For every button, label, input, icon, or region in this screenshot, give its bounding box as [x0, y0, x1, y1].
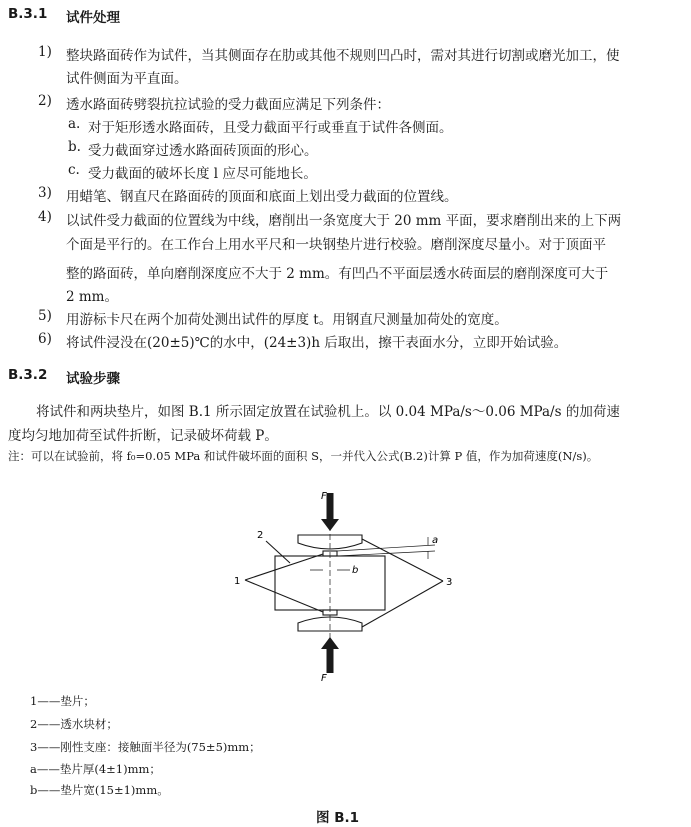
item-3-line-1: 用蜡笔、钢直尺在路面砖的顶面和底面上划出受力截面的位置线。	[66, 189, 458, 205]
item-6-line-1: 将试件浸没在(20±5)℃的水中，(24±3)h 后取出，擦干表面水分，立即开始试验。	[66, 335, 568, 351]
subitem-b-text: 受力截面穿过透水路面砖顶面的形心。	[88, 143, 318, 159]
label-f-bottom: F	[321, 673, 327, 684]
section-b32-number: B.3.2	[8, 367, 48, 383]
label-3: 3	[446, 577, 453, 588]
section-b32-para-line-1: 将试件和两块垫片，如图 B.1 所示固定放置在试验机上。以 0.04 MPa/s～0.06 MPa/s 的加荷速	[36, 404, 620, 420]
subitem-b-label: b.	[68, 139, 81, 155]
label-a: a	[432, 535, 439, 546]
item-4-line-4: 2 mm。	[66, 289, 118, 305]
label-2: 2	[257, 530, 264, 541]
figure-b1-diagram	[200, 485, 480, 685]
item-6-number: 6)	[38, 331, 52, 347]
legend-1: 1——垫片；	[30, 694, 95, 708]
figure-b1-svg	[200, 485, 480, 685]
subitem-a-text: 对于矩形透水路面砖，且受力截面平行或垂直于试件各侧面。	[88, 120, 453, 136]
section-b31-number: B.3.1	[8, 6, 48, 22]
legend-2: 2——透水块材；	[30, 717, 118, 731]
section-b32-title: 试验步骤	[66, 371, 120, 387]
leader-3-bottom	[362, 581, 443, 627]
legend-a: a——垫片厚(4±1)mm；	[30, 762, 161, 776]
item-4-line-3: 整的路面砖，单向磨削深度应不大于 2 mm。有凹凸不平面层透水砖面层的磨削深度可大于	[66, 266, 609, 282]
item-1-line-1: 整块路面砖作为试件，当其侧面存在肋或其他不规则凹凸时，需对其进行切割或磨光加工，使	[66, 48, 620, 64]
subitem-c-text: 受力截面的破坏长度 l 应尽可能地长。	[88, 166, 317, 182]
item-5-line-1: 用游标卡尺在两个加荷处测出试件的厚度 t。用钢直尺测量加荷处的宽度。	[66, 312, 508, 328]
legend-b: b——垫片宽(15±1)mm。	[30, 783, 169, 797]
item-4-number: 4)	[38, 209, 52, 225]
section-b32-note: 注：可以在试验前，将 f₀=0.05 MPa 和试件破坏面的面积 S，一并代入公式(B.2)计算 P 值，作为加荷速度(N/s)。	[8, 449, 599, 463]
item-4-line-1: 以试件受力截面的位置线为中线，磨削出一条宽度大于 20 mm 平面，要求磨削出来的上下两	[66, 213, 622, 229]
label-1: 1	[234, 576, 241, 587]
leader-2	[266, 541, 290, 563]
label-b: b	[352, 565, 359, 576]
item-4-line-2: 个面是平行的。在工作台上用水平尺和一块钢垫片进行校验。磨削深度尽量小。对于顶面平	[66, 237, 606, 253]
legend-3: 3——刚性支座：接触面半径为(75±5)mm；	[30, 740, 261, 754]
figure-caption: 图 B.1	[316, 810, 360, 826]
subitem-c-label: c.	[68, 162, 80, 178]
item-2-line-1: 透水路面砖劈裂抗拉试验的受力截面应满足下列条件：	[66, 97, 390, 113]
item-2-number: 2)	[38, 93, 52, 109]
section-b32-para-line-2: 度均匀地加荷至试件折断，记录破坏荷载 P。	[8, 428, 278, 444]
item-3-number: 3)	[38, 185, 52, 201]
item-5-number: 5)	[38, 308, 52, 324]
leader-1-bottom	[245, 580, 323, 612]
label-f-top: F	[321, 491, 327, 502]
item-1-number: 1)	[38, 44, 52, 60]
section-b31-title: 试件处理	[66, 10, 120, 26]
item-1-line-2: 试件侧面为平直面。	[66, 71, 188, 87]
subitem-a-label: a.	[68, 116, 81, 132]
